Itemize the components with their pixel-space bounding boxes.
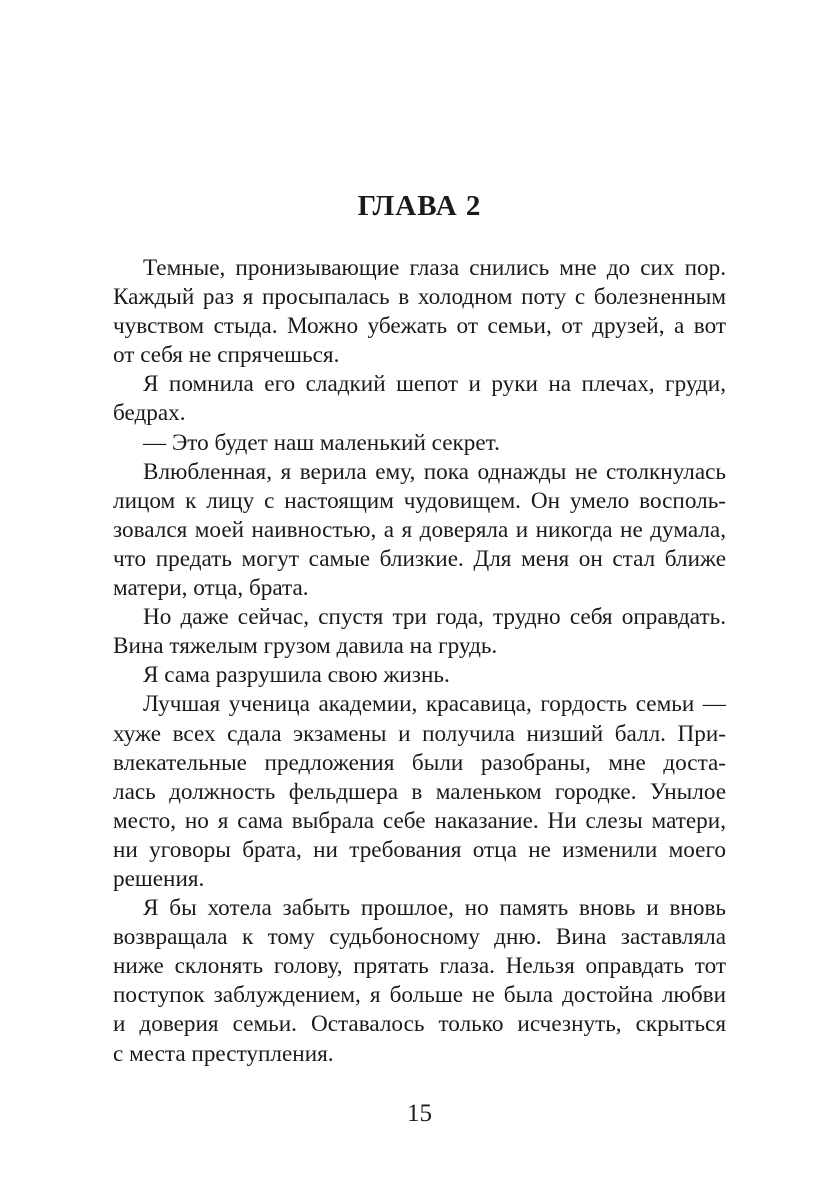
- text-line: бедрах.: [113, 400, 186, 427]
- dialogue-line: — Это будет наш маленький секрет.: [143, 429, 500, 456]
- text-line: место, но я сама выбрала себе наказание. Ни слезы матери,: [113, 807, 726, 834]
- text-line: ниже склонять голову, прятать глаза. Нельзя оправдать тот: [113, 953, 726, 980]
- text-line: Темные, пронизывающие глаза снились мне до сих пор.: [143, 255, 726, 281]
- text-line: с места преступления.: [113, 1040, 334, 1067]
- text-line: что предать могут самые близкие. Для меня он стал ближе: [113, 545, 726, 572]
- text-line: матери, отца, брата.: [113, 575, 309, 602]
- text-line: Я бы хотела забыть прошлое, но память вновь и вновь: [143, 895, 726, 922]
- chapter-body: [113, 254, 726, 1069]
- text-line: лицом к лицу с настоящим чудовищем. Он умело восполь-: [113, 487, 726, 514]
- text-line: Вина тяжелым грузом давила на грудь.: [113, 633, 498, 660]
- text-line: зовался моей наивностью, а я доверяла и никогда не думала,: [113, 516, 726, 543]
- text-line: решения.: [113, 865, 205, 892]
- text-line: Каждый раз я просыпалась в холодном поту с болезненным: [113, 284, 726, 311]
- text-line: лась должность фельдшера в маленьком городке. Унылое: [113, 778, 726, 805]
- text-line: Я помнила его сладкий шепот и руки на плечах, груди,: [143, 371, 726, 398]
- text-line: чувством стыда. Можно убежать от семьи, от друзей, а вот: [113, 313, 726, 340]
- text-line: от себя не спрячешься.: [113, 342, 340, 369]
- text-line: хуже всех сдала экзамены и получила низший балл. При-: [113, 720, 726, 747]
- text-line: ни уговоры брата, ни требования отца не изменили моего: [113, 836, 726, 863]
- chapter-title: ГЛАВА 2: [357, 190, 482, 222]
- text-line: Но даже сейчас, спустя три года, трудно себя оправдать.: [143, 604, 726, 631]
- text-line: Я сама разрушила свою жизнь.: [143, 662, 450, 689]
- text-line: и доверия семьи. Оставалось только исчезнуть, скрыться: [113, 1011, 726, 1038]
- page-number: 15: [407, 1100, 432, 1127]
- text-line: влекательные предложения были разобраны, мне доста-: [113, 749, 726, 776]
- text-line: Лучшая ученица академии, красавица, гордость семьи —: [143, 691, 726, 718]
- text-line: возвращала к тому судьбоносному дню. Вина заставляла: [113, 924, 726, 951]
- text-line: Влюбленная, я верила ему, пока однажды не столкнулась: [143, 458, 726, 485]
- text-line: поступок заблуждением, я больше не была достойна любви: [113, 982, 726, 1009]
